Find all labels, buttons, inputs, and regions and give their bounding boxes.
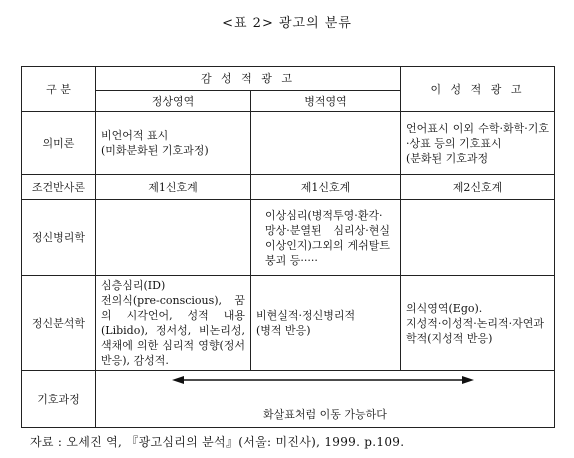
header-emotional-ads: 감 성 적 광 고 bbox=[96, 67, 401, 91]
header-normal-area: 정상영역 bbox=[96, 91, 251, 112]
cell-psychopathology-normal bbox=[96, 200, 251, 276]
cell-conditioning-rational: 제2신호계 bbox=[401, 175, 555, 200]
cell-conditioning-pathological: 제1신호계 bbox=[251, 175, 401, 200]
cell-conditioning-normal: 제1신호계 bbox=[96, 175, 251, 200]
header-rational-ads: 이 성 적 광 고 bbox=[401, 67, 555, 112]
cell-psychoanalysis-normal: 심층심리(ID) 전의식(pre-conscious), 꿈의 시각언어, 성적 내용(Libido), 정서성, 비논리성, 색채에 의한 심리적 영향(정서반응), 감성적. bbox=[96, 276, 251, 371]
row-label-meaning: 의미론 bbox=[22, 112, 96, 175]
table-title: <표 2> 광고의 분류 bbox=[222, 16, 352, 31]
source-citation: 자료 : 오세진 역, 『광고심리의 분석』(서울: 미진사), 1999. p.109. bbox=[30, 435, 405, 449]
cell-meaning-rational: 언어표시 이외 수학·화학·기호·상표 등의 기호표시 (분화된 기호과정 bbox=[401, 112, 555, 175]
row-label-conditioning: 조건반사론 bbox=[22, 175, 96, 200]
row-label-semiosis: 기호과정 bbox=[22, 371, 96, 428]
cell-psychoanalysis-rational: 의식영역(Ego). 지성적·이성적·논리적·자연과학적(지성적 반응) bbox=[401, 276, 555, 371]
header-pathological-area: 병적영역 bbox=[251, 91, 401, 112]
cell-psychopathology-pathological: 이상심리(병적투영·환각·망상·분열된 심리상·현실이상인지)그외의 게쉬탈트 붕괴 등····· bbox=[251, 200, 401, 276]
semiosis-note: 화살표처럼 이동 가능하다 bbox=[263, 408, 387, 421]
cell-meaning-pathological bbox=[251, 112, 401, 175]
cell-psychopathology-rational bbox=[401, 200, 555, 276]
cell-semiosis-span bbox=[96, 371, 555, 428]
cell-meaning-normal: 비언어적 표시 (미화분화된 기호과정) bbox=[96, 112, 251, 175]
cell-psychoanalysis-pathological: 비현실적·정신병리적 (병적 반응) bbox=[251, 276, 401, 371]
row-label-psychopathology: 정신병리학 bbox=[22, 200, 96, 276]
ad-classification-table bbox=[21, 66, 555, 428]
row-label-psychoanalysis: 정신분석학 bbox=[22, 276, 96, 371]
header-category: 구 분 bbox=[22, 67, 96, 112]
